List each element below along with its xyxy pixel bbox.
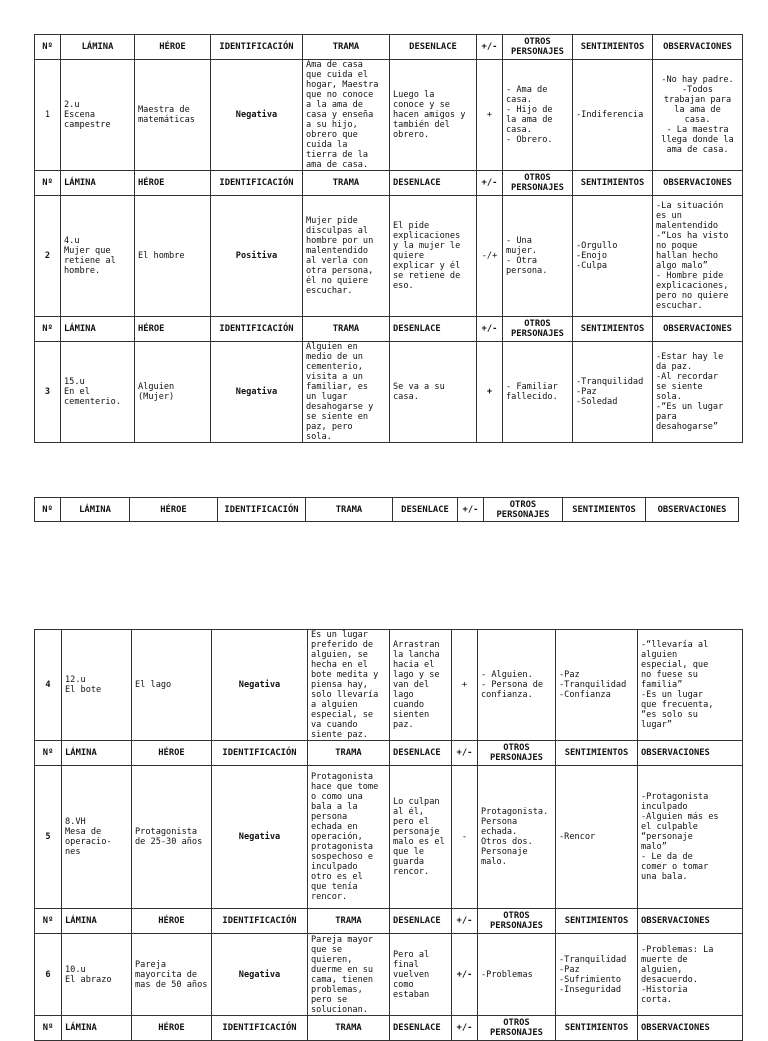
header-lamina: LÁMINA (61, 171, 135, 196)
header-otros: OTROS PERSONAJES (484, 498, 563, 522)
header-observaciones: OBSERVACIONES (646, 498, 739, 522)
table-row (35, 630, 743, 741)
header-observaciones: OBSERVACIONES (638, 741, 743, 766)
table-header-row (35, 171, 743, 196)
table-header-row (35, 909, 743, 934)
header-heroe: HÉROE (135, 317, 211, 342)
row-identificacion: Negativa (212, 766, 308, 909)
header-trama: TRAMA (306, 498, 393, 522)
row-desenlace: Luego la conoce y se hacen amigos y también del obrero. (390, 60, 477, 171)
header-identificacion: IDENTIFICACIÓN (218, 498, 306, 522)
row-signo: + (452, 630, 478, 741)
header-trama: TRAMA (303, 171, 390, 196)
header-observaciones: OBSERVACIONES (653, 35, 743, 60)
header-trama: TRAMA (308, 741, 390, 766)
header-otros: OTROS PERSONAJES (478, 909, 556, 934)
tat-table-2 (34, 497, 739, 522)
table-row (35, 196, 743, 317)
header-lamina: LÁMINA (62, 741, 132, 766)
header-desenlace: DESENLACE (390, 35, 477, 60)
header-sentimientos: SENTIMIENTOS (573, 171, 653, 196)
table-row (35, 60, 743, 171)
row-trama: Alguien en medio de un cementerio, visita a un familiar, es un lugar desahogarse y se siente en paz, pero sola. (303, 342, 390, 443)
header-trama: TRAMA (303, 35, 390, 60)
header-identificacion: IDENTIFICACIÓN (212, 909, 308, 934)
table-header-row (35, 317, 743, 342)
row-num: 6 (35, 934, 62, 1016)
row-lamina: 12.u El bote (62, 630, 132, 741)
row-trama: Ama de casa que cuida el hogar, Maestra que no conoce a la ama de casa y enseña a su hijo, obrero que cuida la tierra de la ama de casa. (303, 60, 390, 171)
header-heroe: HÉROE (130, 498, 218, 522)
header-signo: +/- (458, 498, 484, 522)
row-sentimientos: -Tranquilidad -Paz -Sufrimiento -Inseguridad (556, 934, 638, 1016)
row-heroe: Maestra de matemáticas (135, 60, 211, 171)
row-heroe: El hombre (135, 196, 211, 317)
row-desenlace: Pero al final vuelven como estaban (390, 934, 452, 1016)
header-lamina: LÁMINA (61, 317, 135, 342)
header-desenlace: DESENLACE (390, 171, 477, 196)
row-signo: + (477, 60, 503, 171)
row-sentimientos: -Paz -Tranquilidad -Confianza (556, 630, 638, 741)
header-num: Nº (35, 35, 61, 60)
tat-table-3 (34, 629, 743, 1041)
header-identificacion: IDENTIFICACIÓN (211, 171, 303, 196)
row-signo: + (477, 342, 503, 443)
header-num: Nº (35, 171, 61, 196)
row-sentimientos: -Tranquilidad -Paz -Soledad (573, 342, 653, 443)
header-identificacion: IDENTIFICACIÓN (211, 317, 303, 342)
header-num: Nº (35, 498, 61, 522)
row-signo: - (452, 766, 478, 909)
header-identificacion: IDENTIFICACIÓN (211, 35, 303, 60)
row-identificacion: Negativa (211, 342, 303, 443)
table-header-row (35, 35, 743, 60)
header-desenlace: DESENLACE (390, 1016, 452, 1041)
header-signo: +/- (452, 741, 478, 766)
row-num: 2 (35, 196, 61, 317)
header-heroe: HÉROE (135, 171, 211, 196)
header-signo: +/- (477, 171, 503, 196)
row-sentimientos: -Rencor (556, 766, 638, 909)
table-header-row (35, 741, 743, 766)
header-sentimientos: SENTIMIENTOS (556, 741, 638, 766)
header-heroe: HÉROE (135, 35, 211, 60)
row-otros: - Familiar fallecido. (503, 342, 573, 443)
header-sentimientos: SENTIMIENTOS (556, 1016, 638, 1041)
row-sentimientos: -Orgullo -Enojo -Culpa (573, 196, 653, 317)
row-trama: Es un lugar preferido de alguien, se hecha en el bote medita y piensa hay, solo llevaría a alguien especial, se va cuando siente paz. (308, 630, 390, 741)
header-trama: TRAMA (308, 909, 390, 934)
header-desenlace: DESENLACE (390, 317, 477, 342)
header-num: Nº (35, 909, 62, 934)
row-trama: Mujer pide disculpas al hombre por un malentendido al verla con otra persona, él no quiere escuchar. (303, 196, 390, 317)
row-observaciones: -Estar hay le da paz. -Al recordar se siente sola. -“Es un lugar para desahogarse” (653, 342, 743, 443)
header-signo: +/- (477, 35, 503, 60)
header-signo: +/- (477, 317, 503, 342)
header-otros: OTROS PERSONAJES (478, 741, 556, 766)
header-num: Nº (35, 317, 61, 342)
row-desenlace: Lo culpan al él, pero el personaje malo es el que le guarda rencor. (390, 766, 452, 909)
header-otros: OTROS PERSONAJES (503, 171, 573, 196)
row-observaciones: -“llevaría al alguien especial, que no fuese su familia” -Es un lugar que frecuenta, “es solo su lugar” (638, 630, 743, 741)
row-otros: - Ama de casa. - Hijo de la ama de casa. - Obrero. (503, 60, 573, 171)
row-heroe: Protagonista de 25-30 años (132, 766, 212, 909)
row-sentimientos: -Indiferencia (573, 60, 653, 171)
header-observaciones: OBSERVACIONES (638, 1016, 743, 1041)
row-lamina: 4.u Mujer que retiene al hombre. (61, 196, 135, 317)
row-observaciones: -Protagonista inculpado -Alguien más es el culpable “personaje malo” - Le da de comer o tomar una bala. (638, 766, 743, 909)
row-heroe: Pareja mayorcita de mas de 50 años (132, 934, 212, 1016)
header-trama: TRAMA (303, 317, 390, 342)
row-heroe: Alguien (Mujer) (135, 342, 211, 443)
header-observaciones: OBSERVACIONES (653, 171, 743, 196)
row-lamina: 8.VH Mesa de operacio- nes (62, 766, 132, 909)
header-otros: OTROS PERSONAJES (503, 35, 573, 60)
header-observaciones: OBSERVACIONES (653, 317, 743, 342)
header-desenlace: DESENLACE (390, 741, 452, 766)
row-otros: Protagonista. Persona echada. Otros dos. Personaje malo. (478, 766, 556, 909)
row-identificacion: Negativa (212, 630, 308, 741)
row-trama: Pareja mayor que se quieren, duerme en su cama, tienen problemas, pero se solucionan. (308, 934, 390, 1016)
row-trama: Protagonista hace que tome o como una bala a la persona echada en operación, protagonista sospechoso e inculpado otro es el que tenía rencor. (308, 766, 390, 909)
table-row (35, 934, 743, 1016)
row-lamina: 2.u Escena campestre (61, 60, 135, 171)
row-signo: +/- (452, 934, 478, 1016)
header-observaciones: OBSERVACIONES (638, 909, 743, 934)
row-otros: - Alguien. - Persona de confianza. (478, 630, 556, 741)
tat-table-1 (34, 34, 743, 443)
row-identificacion: Negativa (212, 934, 308, 1016)
header-heroe: HÉROE (132, 909, 212, 934)
row-desenlace: Se va a su casa. (390, 342, 477, 443)
row-num: 1 (35, 60, 61, 171)
header-heroe: HÉROE (132, 741, 212, 766)
row-otros: -Problemas (478, 934, 556, 1016)
header-sentimientos: SENTIMIENTOS (573, 35, 653, 60)
header-desenlace: DESENLACE (390, 909, 452, 934)
table-header-row (35, 498, 739, 522)
row-desenlace: Arrastran la lancha hacia el lago y se van del lago cuando sienten paz. (390, 630, 452, 741)
header-lamina: LÁMINA (61, 498, 130, 522)
header-sentimientos: SENTIMIENTOS (573, 317, 653, 342)
header-sentimientos: SENTIMIENTOS (556, 909, 638, 934)
header-lamina: LÁMINA (62, 1016, 132, 1041)
row-lamina: 15.u En el cementerio. (61, 342, 135, 443)
header-num: Nº (35, 741, 62, 766)
header-otros: OTROS PERSONAJES (478, 1016, 556, 1041)
row-observaciones: -Problemas: La muerte de alguien, desacuerdo. -Historia corta. (638, 934, 743, 1016)
header-heroe: HÉROE (132, 1016, 212, 1041)
header-signo: +/- (452, 909, 478, 934)
table-row (35, 342, 743, 443)
row-identificacion: Positiva (211, 196, 303, 317)
header-desenlace: DESENLACE (393, 498, 458, 522)
table-header-row (35, 1016, 743, 1041)
row-otros: - Una mujer. - Otra persona. (503, 196, 573, 317)
row-desenlace: El pide explicaciones y la mujer le quiere explicar y él se retiene de eso. (390, 196, 477, 317)
header-trama: TRAMA (308, 1016, 390, 1041)
header-identificacion: IDENTIFICACIÓN (212, 741, 308, 766)
header-signo: +/- (452, 1016, 478, 1041)
row-num: 5 (35, 766, 62, 909)
row-num: 3 (35, 342, 61, 443)
row-observaciones: -No hay padre. -Todos trabajan para la ama de casa. - La maestra llega donde la ama de casa. (653, 60, 743, 171)
row-heroe: El lago (132, 630, 212, 741)
row-lamina: 10.u El abrazo (62, 934, 132, 1016)
row-identificacion: Negativa (211, 60, 303, 171)
row-signo: -/+ (477, 196, 503, 317)
header-lamina: LÁMINA (62, 909, 132, 934)
header-identificacion: IDENTIFICACIÓN (212, 1016, 308, 1041)
header-lamina: LÁMINA (61, 35, 135, 60)
row-num: 4 (35, 630, 62, 741)
header-otros: OTROS PERSONAJES (503, 317, 573, 342)
table-row (35, 766, 743, 909)
row-observaciones: -La situación es un malentendido -“Los ha visto no poque hallan hecho algo malo” - Hombre pide explicaciones, pero no quiere escuchar. (653, 196, 743, 317)
header-sentimientos: SENTIMIENTOS (563, 498, 646, 522)
header-num: Nº (35, 1016, 62, 1041)
